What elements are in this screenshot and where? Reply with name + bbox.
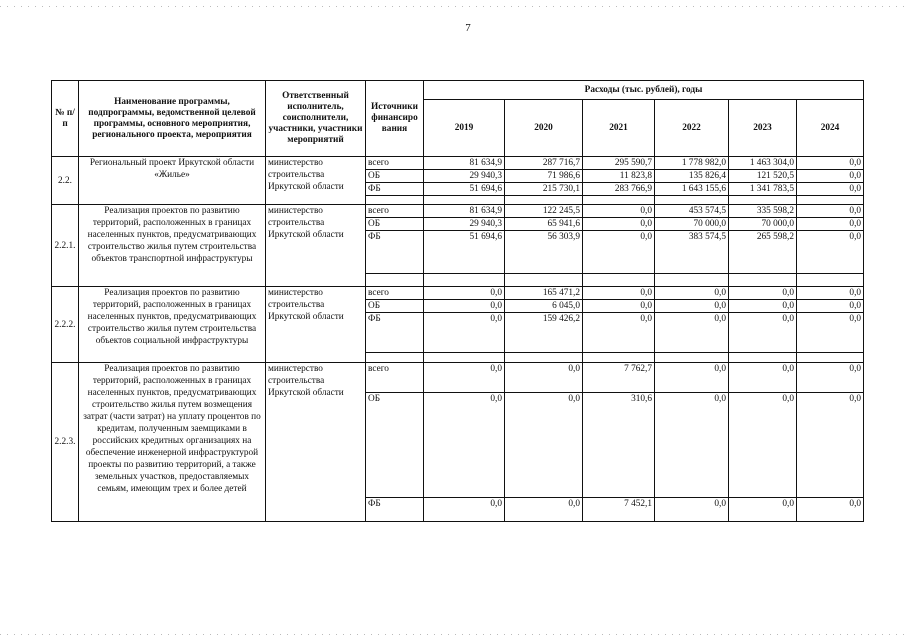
row-value: 265 598,2 (729, 231, 797, 274)
spacer-cell (729, 353, 797, 363)
row-value: 1 643 155,6 (655, 183, 729, 196)
spacer-cell (424, 353, 505, 363)
spacer-cell (366, 274, 424, 287)
row-value: 11 823,8 (583, 170, 655, 183)
row-value: 81 634,9 (424, 205, 505, 218)
row-value: 29 940,3 (424, 170, 505, 183)
row-number: 2.2. (52, 157, 79, 205)
header-row (52, 81, 864, 100)
row-value: 0,0 (729, 498, 797, 522)
spacer-cell (424, 196, 505, 205)
row-number: 2.2.3. (52, 363, 79, 522)
row-value: 56 303,9 (505, 231, 583, 274)
row-name: Региональный проект Иркутской области «Жилье» (79, 157, 266, 205)
header-year: 2022 (655, 100, 729, 157)
row-value: 70 000,0 (655, 218, 729, 231)
row-value: 0,0 (797, 205, 864, 218)
row-value: 0,0 (729, 363, 797, 393)
row-value: 295 590,7 (583, 157, 655, 170)
row-value: 0,0 (655, 363, 729, 393)
row-value: 0,0 (729, 287, 797, 300)
row-value: 71 986,6 (505, 170, 583, 183)
row-source: всего (366, 205, 424, 218)
spacer-cell (583, 196, 655, 205)
row-value: 0,0 (583, 300, 655, 313)
row-value: 7 452,1 (583, 498, 655, 522)
spacer-cell (655, 274, 729, 287)
spacer-cell (729, 274, 797, 287)
budget-table (51, 80, 864, 522)
spacer-cell (797, 274, 864, 287)
spacer-cell (366, 196, 424, 205)
row-value: 0,0 (424, 363, 505, 393)
row-value: 0,0 (797, 287, 864, 300)
row-value: 165 471,2 (505, 287, 583, 300)
row-value: 0,0 (797, 157, 864, 170)
row-number: 2.2.2. (52, 287, 79, 363)
row-value: 122 245,5 (505, 205, 583, 218)
spacer-cell (583, 274, 655, 287)
row-value: 215 730,1 (505, 183, 583, 196)
row-source: ФБ (366, 231, 424, 274)
row-name: Реализация проектов по развитию территорий, расположенных в границах населенных пунктов, предусматривающих строительство жилья путем возмещения затрат (части затрат) на уплату процентов по кредитам, полученным заемщиками в российских кредитных организациях на обеспечение инженерной инфраструктурой проекты по развитию территорий, а также земельных участков, предоставляемых семьям, имеющим трех и более детей (79, 363, 266, 522)
row-value: 0,0 (797, 393, 864, 498)
row-source: ФБ (366, 313, 424, 353)
row-responsible: министерство строительства Иркутской области (266, 363, 366, 522)
row-value: 0,0 (505, 498, 583, 522)
spacer-cell (797, 196, 864, 205)
header-year: 2019 (424, 100, 505, 157)
row-value: 0,0 (655, 300, 729, 313)
row-value: 0,0 (655, 287, 729, 300)
header-responsible: Ответственный исполнитель, соисполнители, участники, участники мероприятий (266, 81, 366, 157)
row-value: 0,0 (797, 363, 864, 393)
row-value: 0,0 (583, 205, 655, 218)
row-source: ОБ (366, 393, 424, 498)
row-value: 453 574,5 (655, 205, 729, 218)
row-value: 383 574,5 (655, 231, 729, 274)
row-value: 0,0 (583, 313, 655, 353)
row-source: ФБ (366, 183, 424, 196)
row-value: 283 766,9 (583, 183, 655, 196)
spacer-cell (424, 274, 505, 287)
row-value: 0,0 (583, 287, 655, 300)
row-value: 0,0 (655, 498, 729, 522)
row-name: Реализация проектов по развитию территорий, расположенных в границах населенных пунктов, предусматривающих строительство жилья путем строительства объектов социальной инфраструктуры (79, 287, 266, 363)
row-value: 1 778 982,0 (655, 157, 729, 170)
table-row (52, 157, 864, 170)
row-value: 6 045,0 (505, 300, 583, 313)
row-value: 65 941,6 (505, 218, 583, 231)
row-value: 0,0 (797, 300, 864, 313)
row-value: 81 634,9 (424, 157, 505, 170)
spacer-cell (655, 196, 729, 205)
header-year: 2021 (583, 100, 655, 157)
row-source: всего (366, 157, 424, 170)
row-value: 70 000,0 (729, 218, 797, 231)
row-source: всего (366, 363, 424, 393)
row-value: 0,0 (729, 313, 797, 353)
spacer-cell (505, 274, 583, 287)
row-value: 159 426,2 (505, 313, 583, 353)
header-expenses: Расходы (тыс. рублей), годы (424, 81, 864, 100)
row-value: 0,0 (655, 313, 729, 353)
row-value: 335 598,2 (729, 205, 797, 218)
scan-artifact-bottom (0, 634, 905, 635)
page-number: 7 (465, 22, 471, 34)
row-value: 1 341 783,5 (729, 183, 797, 196)
spacer-cell (583, 353, 655, 363)
row-source: ОБ (366, 170, 424, 183)
row-value: 0,0 (797, 498, 864, 522)
row-value: 0,0 (424, 300, 505, 313)
header-source: Источники финансиро вания (366, 81, 424, 157)
spacer-cell (729, 196, 797, 205)
table-row (52, 205, 864, 218)
row-value: 121 520,5 (729, 170, 797, 183)
row-value: 0,0 (424, 498, 505, 522)
row-responsible: министерство строительства Иркутской области (266, 157, 366, 205)
header-year: 2024 (797, 100, 864, 157)
row-number: 2.2.1. (52, 205, 79, 287)
row-value: 0,0 (655, 393, 729, 498)
table-row (52, 287, 864, 300)
spacer-cell (366, 353, 424, 363)
header-year: 2023 (729, 100, 797, 157)
row-value: 0,0 (583, 231, 655, 274)
row-value: 135 826,4 (655, 170, 729, 183)
row-value: 7 762,7 (583, 363, 655, 393)
table-row (52, 363, 864, 393)
row-source: всего (366, 287, 424, 300)
row-value: 0,0 (797, 218, 864, 231)
row-value: 0,0 (797, 313, 864, 353)
row-responsible: министерство строительства Иркутской области (266, 205, 366, 287)
row-value: 0,0 (797, 183, 864, 196)
row-value: 0,0 (729, 300, 797, 313)
row-value: 29 940,3 (424, 218, 505, 231)
row-responsible: министерство строительства Иркутской области (266, 287, 366, 363)
row-value: 0,0 (424, 287, 505, 300)
spacer-cell (655, 353, 729, 363)
row-value: 0,0 (797, 170, 864, 183)
row-value: 51 694,6 (424, 231, 505, 274)
row-value: 0,0 (583, 218, 655, 231)
row-value: 51 694,6 (424, 183, 505, 196)
header-num: № п/п (52, 81, 79, 157)
row-value: 287 716,7 (505, 157, 583, 170)
row-value: 0,0 (729, 393, 797, 498)
spacer-cell (505, 196, 583, 205)
row-value: 310,6 (583, 393, 655, 498)
header-year: 2020 (505, 100, 583, 157)
row-value: 1 463 304,0 (729, 157, 797, 170)
row-name: Реализация проектов по развитию территорий, расположенных в границах населенных пунктов, предусматривающих строительство жилья путем строительства объектов транспортной инфраструктуры (79, 205, 266, 287)
row-source: ФБ (366, 498, 424, 522)
row-value: 0,0 (505, 393, 583, 498)
row-value: 0,0 (797, 231, 864, 274)
row-value: 0,0 (424, 393, 505, 498)
spacer-cell (505, 353, 583, 363)
row-source: ОБ (366, 218, 424, 231)
scan-artifact-top (0, 6, 905, 7)
row-source: ОБ (366, 300, 424, 313)
row-value: 0,0 (505, 363, 583, 393)
spacer-cell (797, 353, 864, 363)
row-value: 0,0 (424, 313, 505, 353)
header-name: Наименование программы, подпрограммы, ведомственной целевой программы, основного мероприятия, регионального проекта, мероприятия (79, 81, 266, 157)
